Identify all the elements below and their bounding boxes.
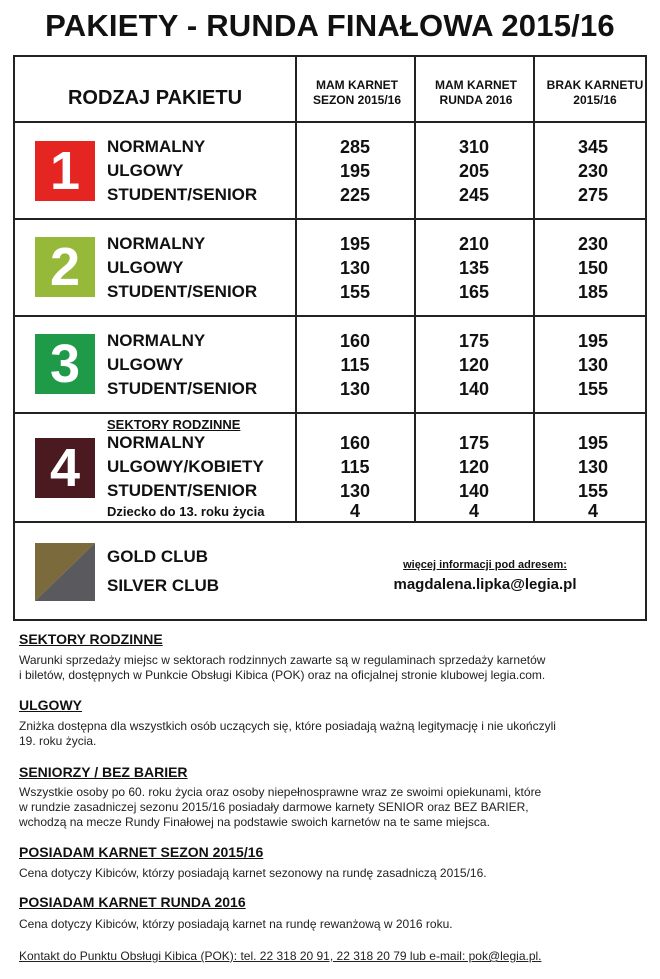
price: 195 (339, 234, 371, 254)
price: 275 (577, 185, 609, 205)
price: 245 (458, 185, 490, 205)
price: 135 (458, 258, 490, 278)
section-text: Warunki sprzedaży miejsc w sektorach rodzinnych zawarte są w regulaminach sprzedaży karnetów i biletów, dostępnych w Punkcie Obsługi Kibica (POK) oraz na oficjalnej stronie klubowej legia.com. (19, 653, 546, 682)
price: 130 (339, 481, 371, 501)
tier-label: NORMALNY (107, 234, 206, 253)
package-row-2 (15, 220, 645, 317)
more-info-label: więcej informacji pod adresem: (403, 559, 567, 571)
section-text: Cena dotyczy Kibiców, którzy posiadają karnet na rundę rewanżową w 2016 roku. (19, 917, 453, 931)
tier-label: ULGOWY (107, 258, 184, 277)
price: 175 (458, 433, 490, 453)
tier-label: ULGOWY (107, 355, 184, 374)
price: 285 (339, 137, 371, 157)
price: 230 (577, 234, 609, 254)
price: 210 (458, 234, 490, 254)
price: 230 (577, 161, 609, 181)
section-heading: SEKTORY RODZINNE (19, 631, 163, 647)
price: 155 (577, 379, 609, 399)
price: 195 (577, 331, 609, 351)
col-header-no-ticket: BRAK KARNETU 2015/16 (546, 78, 644, 107)
price: 195 (577, 433, 609, 453)
price: 195 (339, 161, 371, 181)
price: 150 (577, 258, 609, 278)
package-badge-3: 3 (35, 334, 95, 394)
price: 175 (458, 331, 490, 351)
section-heading: ULGOWY (19, 697, 82, 713)
price: 130 (577, 457, 609, 477)
tier-label: NORMALNY (107, 137, 206, 156)
price: 120 (458, 457, 490, 477)
family-sectors-label: SEKTORY RODZINNE (107, 417, 241, 432)
price: 345 (577, 137, 609, 157)
section-text: Wszystkie osoby po 60. roku życia oraz osoby niepełnosprawne wraz ze swoimi opiekunami, które w rundzie zasadniczej sezonu 2015/16 posiadały darmowe karnety SENIOR oraz BEZ BARIER, wchodzą na mecze Rundy Finałowej na podstawie swoich karnetów na te same miejsca. (19, 785, 542, 829)
section-heading: POSIADAM KARNET RUNDA 2016 (19, 894, 246, 910)
price: 165 (458, 282, 490, 302)
price: 160 (339, 331, 371, 351)
package-row-3 (15, 317, 645, 414)
tier-label: STUDENT/SENIOR (107, 379, 258, 398)
price: 120 (458, 355, 490, 375)
price: 130 (577, 355, 609, 375)
package-row-4 (15, 414, 645, 523)
price: 140 (458, 379, 490, 399)
price: 115 (340, 457, 370, 477)
price: 115 (340, 355, 370, 375)
package-row-1 (15, 123, 645, 220)
price: 155 (577, 481, 609, 501)
price: 185 (577, 282, 609, 302)
package-badge-4: 4 (35, 438, 95, 498)
section-heading: POSIADAM KARNET SEZON 2015/16 (19, 844, 264, 860)
tier-label: ULGOWY/KOBIETY (107, 457, 264, 476)
footer-contact[interactable]: Kontakt do Punktu Obsługi Kibica (POK): tel. 22 318 20 91, 22 318 20 79 lub e-mail: pok@legia.pl. (19, 949, 542, 963)
silver-club-label: SILVER CLUB (107, 576, 220, 595)
tier-label: STUDENT/SENIOR (107, 481, 258, 500)
tier-label: STUDENT/SENIOR (107, 282, 258, 301)
col-header-round: MAM KARNET RUNDA 2016 (435, 78, 517, 107)
section-text: Cena dotyczy Kibiców, którzy posiadają karnet sezonowy na rundę zasadniczą 2015/16. (19, 866, 487, 880)
price: 4 (587, 501, 598, 521)
tier-label: Dziecko do 13. roku życia (107, 504, 265, 519)
section-heading: SENIORZY / BEZ BARIER (19, 764, 188, 780)
gold-silver-club-icon (35, 543, 95, 601)
price: 225 (339, 185, 371, 205)
table-header-row (15, 57, 645, 123)
price: 140 (458, 481, 490, 501)
clubs-row (15, 523, 645, 619)
tier-label: ULGOWY (107, 161, 184, 180)
contact-email-link[interactable]: magdalena.lipka@legia.pl (393, 576, 577, 593)
price-table (13, 55, 647, 621)
price: 130 (339, 379, 371, 399)
tier-label: NORMALNY (107, 331, 206, 350)
price: 160 (339, 433, 371, 453)
tier-label: STUDENT/SENIOR (107, 185, 258, 204)
price: 4 (468, 501, 479, 521)
col-header-season: MAM KARNET SEZON 2015/16 (312, 78, 402, 107)
tier-label: NORMALNY (107, 433, 206, 452)
package-badge-1: 1 (35, 141, 95, 201)
price: 4 (349, 501, 360, 521)
gold-club-label: GOLD CLUB (107, 547, 209, 566)
price: 205 (458, 161, 490, 181)
page-title: PAKIETY - RUNDA FINAŁOWA 2015/16 (45, 8, 615, 43)
price: 155 (339, 282, 371, 302)
price: 130 (339, 258, 371, 278)
price: 310 (458, 137, 490, 157)
package-badge-2: 2 (35, 237, 95, 297)
section-text: Zniżka dostępna dla wszystkich osób uczących się, które posiadają ważną legitymację i nie ukończyli 19. roku życia. (19, 719, 556, 748)
package-type-header: RODZAJ PAKIETU (67, 87, 243, 109)
